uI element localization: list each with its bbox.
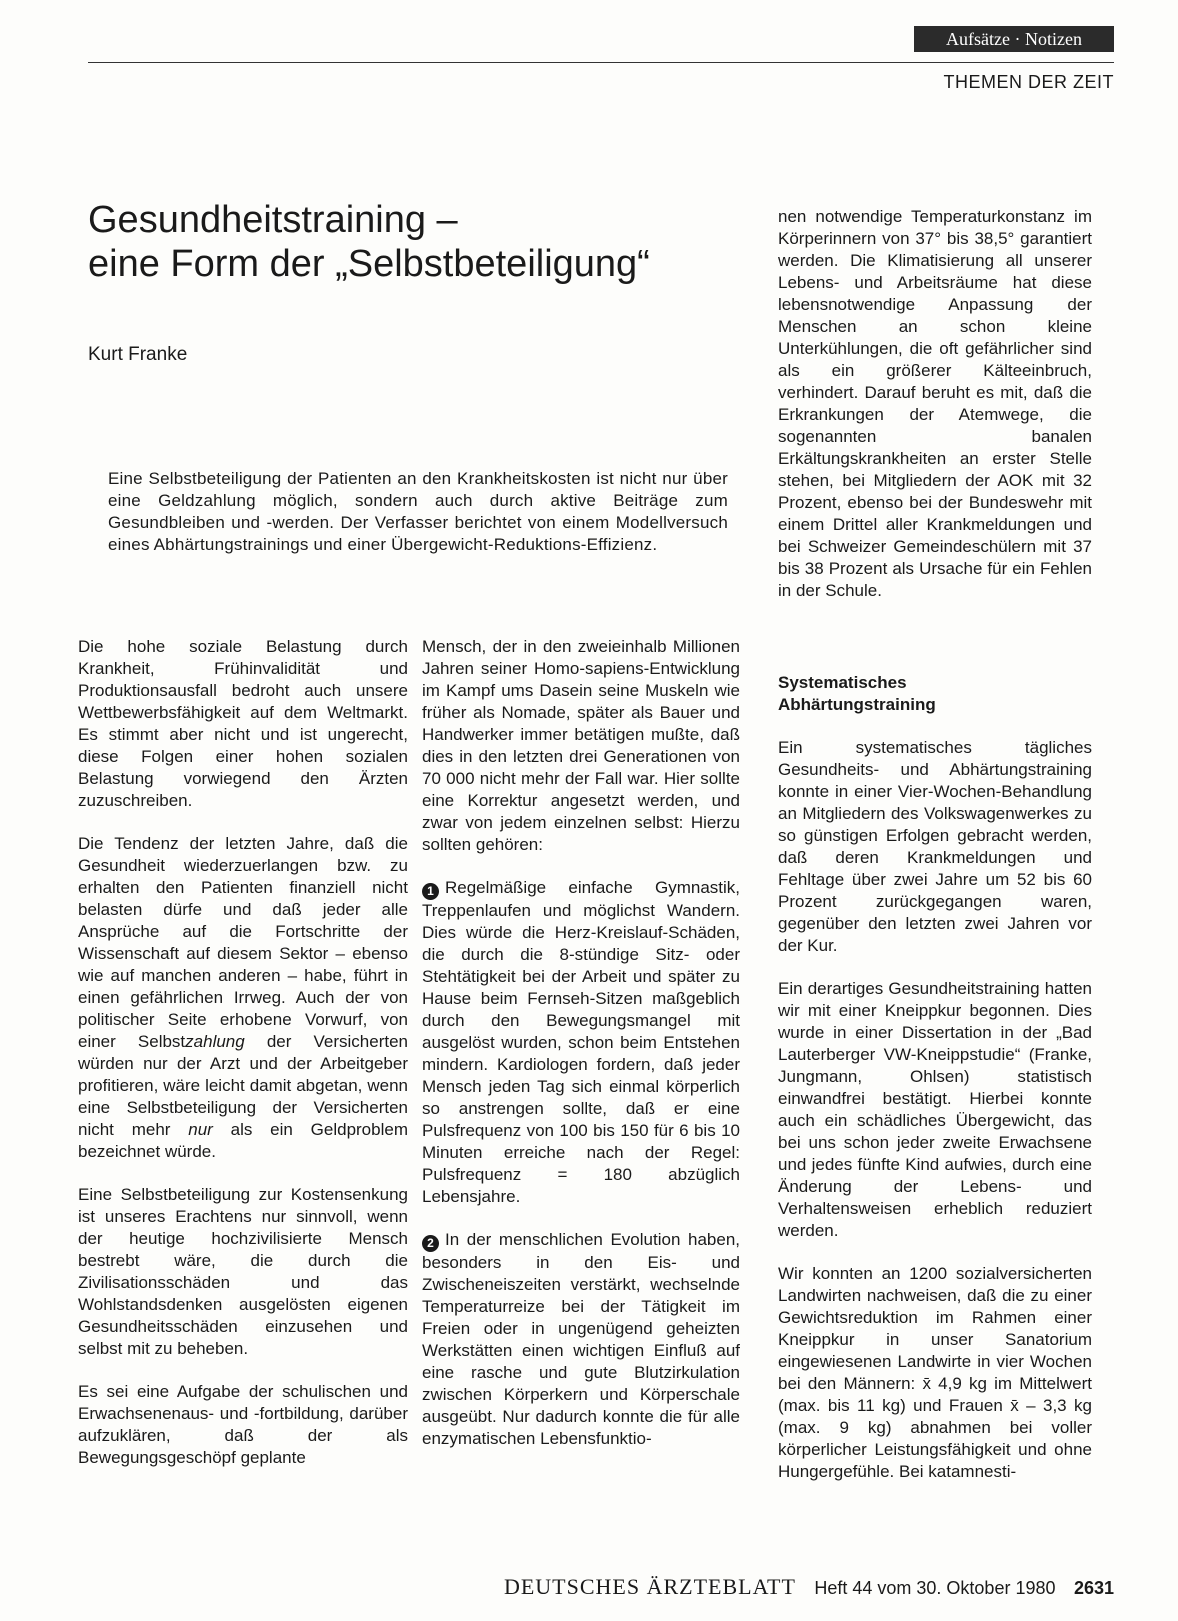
- paragraph: Es sei eine Aufgabe der schulischen und Erwachsenenaus- und -fortbildung, darüber aufzuklären, daß der als Bewegungsgeschöpf geplante: [78, 1382, 408, 1467]
- emphasis: zahlung: [185, 1032, 245, 1051]
- issue-info: Heft 44 vom 30. Oktober 1980: [814, 1578, 1056, 1598]
- section-tag: Aufsätze · Notizen: [914, 26, 1114, 52]
- emphasis: nur: [188, 1120, 213, 1139]
- number-badge-icon: 2: [422, 1235, 439, 1252]
- abstract: Eine Selbstbeteiligung der Patienten an den Krankheitskosten ist nicht nur über eine Geldzahlung möglich, sondern auch durch aktive Beiträge zum Gesundbleiben und -werden. Der Verfasser berichtet von einem Modellversuch eines Abhärtungstrainings und einer Übergewicht-Reduktions-Effizienz.: [108, 469, 728, 554]
- header-rule: [88, 62, 1114, 63]
- title-line-2: eine Form der „Selbstbeteiligung“: [88, 243, 650, 285]
- page-footer: [0, 1574, 1114, 1604]
- paragraph: Eine Selbstbeteiligung zur Kostensenkung ist unseres Erachtens nur sinnvoll, wenn der heutige hochzivilisierte Mensch bestrebt wäre, die durch die Zivilisationsschäden und das Wohlstandsdenken ausgelösten eigenen Gesundheitsschäden einzusehen und selbst mit zu beheben.: [78, 1185, 408, 1358]
- paragraph: Ein systematisches tägliches Gesundheits- und Abhärtungstraining konnte in einer Vier-Wochen-Behandlung an Mitgliedern des Volkswagenwerkes zu so günstigen Erfolgen gebracht werden, daß deren Krankmeldungen und Fehltage über zwei Jahre um 52 bis 60 Prozent zurückgegangen waren, gegenüber den letzten zwei Jahren vor der Kur.: [778, 738, 1092, 955]
- page-number: 2631: [1073, 1578, 1114, 1598]
- title-line-1: Gesundheitstraining –: [88, 199, 458, 241]
- paragraph: Mensch, der in den zweieinhalb Millionen Jahren seiner Homo-sapiens-Entwicklung im Kampf ums Dasein seine Muskeln wie früher als Nomade, später als Bauer und Handwerker immer betätigen mußte, daß dies in den letzten drei Generationen von 70 000 nicht mehr der Fall war. Hier sollte eine Korrektur angesetzt werden, und zwar von jedem einzelnen selbst: Hierzu sollten gehören:: [422, 637, 740, 854]
- paragraph: Die Tendenz der letzten Jahre, daß die Gesundheit wiederzuerlangen bzw. zu erhalten den Patienten finanziell nicht belasten dürfe und daß jeder alle Ansprüche auf die Fortschritte der Wissenschaft auf diesem Sektor – ebenso wie auf manchen anderen – habe, führt in einen gefährlichen Irrweg. Auch der von politischer Seite erhobene Vorwurf, von einer Selbstzahlung der Versicherten würden nur der Arzt und der Arbeitgeber profitieren, wäre leicht damit abgetan, wenn eine Selbstbeteiligung der Versicherten nicht mehr nur als ein Geldproblem bezeichnet würde.: [78, 834, 408, 1161]
- section-header: THEMEN DER ZEIT: [943, 72, 1114, 92]
- list-item: 1 Regelmäßige einfache Gymnastik, Treppenlaufen und möglichst Wandern. Dies würde die Herz-Kreislauf-Schäden, die durch die 8-stündige Sitz- oder Stehtätigkeit bei der Arbeit und später zu Hause beim Fernseh-Sitzen maßgeblich durch den Bewegungsmangel mit ausgelöst wurden, schon beim Entstehen mindern. Kardiologen fordern, daß jeder Mensch jeden Tag sich einmal körperlich so anstrengen sollte, daß er eine Pulsfrequenz von 100 bis 150 für 6 bis 10 Minuten erreiche nach der Regel: Pulsfrequenz = 180 abzüglich Lebensjahre.: [422, 878, 740, 1206]
- column-3: [778, 672, 1092, 1504]
- column-1: [78, 636, 408, 1490]
- journal-name: DEUTSCHES ÄRZTEBLATT: [503, 1574, 796, 1599]
- paragraph: Wir konnten an 1200 sozialversicherten Landwirten nachweisen, daß die zu einer Gewichtsreduktion im Rahmen einer Kneippkur in unser Sanatorium eingewiesenen Landwirte in vier Wochen bei den Männern: x̄ 4,9 kg im Mittelwert (max. bis 11 kg) und Frauen x̄ – 3,3 kg (max. 9 kg) abnahmen bei voller körperlicher Leistungsfähigkeit und ohne Hungergefühle. Bei katamnesti-: [778, 1264, 1092, 1481]
- article-title: [88, 198, 728, 286]
- author: Kurt Franke: [88, 344, 188, 365]
- column-3-top: [778, 206, 1092, 623]
- number-badge-icon: 1: [422, 883, 439, 900]
- column-2: [422, 636, 740, 1471]
- paragraph: Ein derartiges Gesundheitstraining hatten wir mit einer Kneippkur begonnen. Dies wurde in einer Dissertation in der „Bad Lauterberger VW-Kneippstudie“ (Franke, Jungmann, Ohlsen) statistisch einwandfrei bestätigt. Hierbei konnte auch ein schädliches Übergewicht, das bei uns schon jeder zweite Erwachsene und jedes fünfte Kind aufwies, durch eine Änderung der Lebens- und Verhaltensweisen erheblich reduziert werden.: [778, 979, 1092, 1240]
- paragraph: Die hohe soziale Belastung durch Krankheit, Frühinvalidität und Produktionsausfall bedroht auch unsere Wettbewerbsfähigkeit auf dem Weltmarkt. Es stimmt aber nicht und ist ungerecht, diese Folgen einer hohen sozialen Belastung vorwiegend den Ärzten zuzuschreiben.: [78, 637, 408, 810]
- list-item: 2 In der menschlichen Evolution haben, besonders in den Eis- und Zwischeneiszeiten verstärkt, wechselnde Temperaturreize bei der Tätigkeit im Freien oder in ungenügend geheizten Werkstätten einen wichtigen Einfluß auf eine rasche und gute Blutzirkulation zwischen Körperkern und Körperschale ausgeübt. Nur dadurch konnte die für alle enzymatischen Lebensfunktio-: [422, 1230, 740, 1448]
- paragraph: nen notwendige Temperaturkonstanz im Körperinnern von 37° bis 38,5° garantiert werden. Die Klimatisierung all unserer Lebens- und Arbeitsräume hat diese lebensnotwendige Anpassung der Menschen an schon kleine Unterkühlungen, die oft gefährlicher sind als ein größerer Kälteeinbruch, verhindert. Darauf beruht es mit, daß die Erkrankungen der Atemwege, die sogenannten banalen Erkältungskrankheiten an erster Stelle stehen, bei Mitgliedern der AOK mit 32 Prozent, ebenso bei der Bundeswehr mit einem Drittel aller Krankmeldungen und bei Schweizer Gemeindeschülern mit 37 bis 38 Prozent als Ursache für ein Fehlen in der Schule.: [778, 207, 1092, 600]
- subheading: Systematisches Abhärtungstraining: [778, 673, 936, 714]
